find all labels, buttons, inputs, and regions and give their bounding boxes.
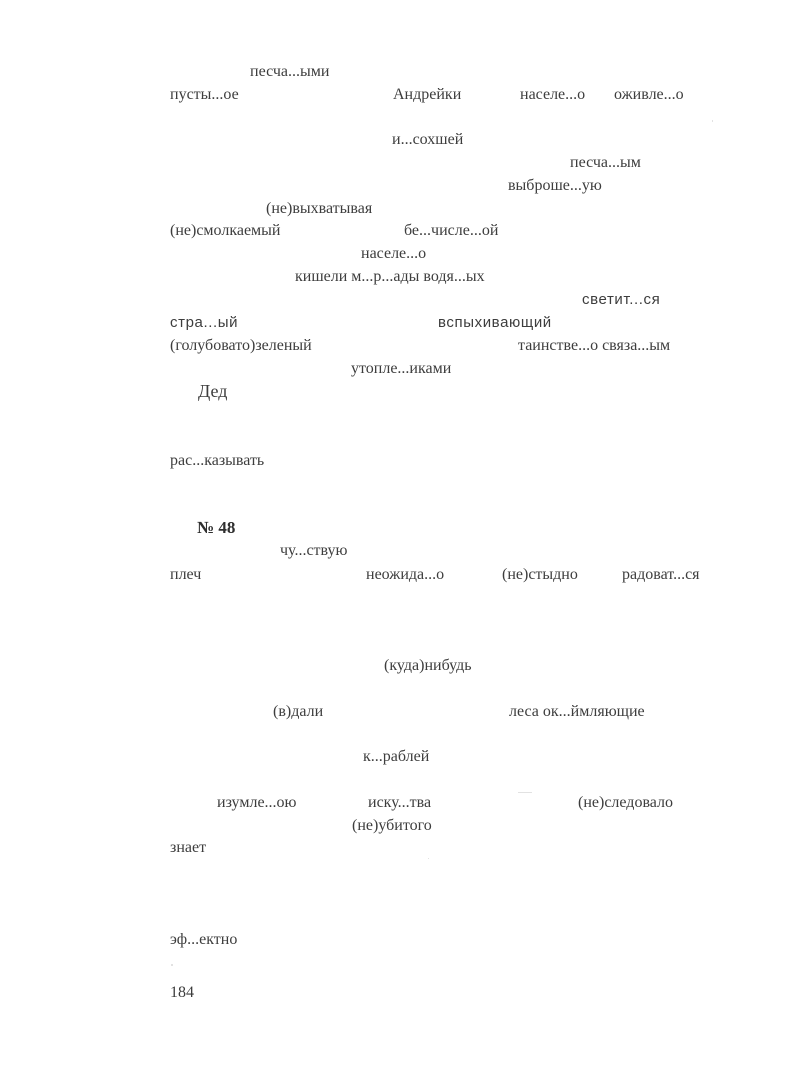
scan-speck <box>428 858 429 859</box>
word-svetitsya: светит...ся <box>582 291 661 308</box>
scan-speck <box>712 120 713 122</box>
word-kuda-nibud: (куда)нибудь <box>384 657 472 674</box>
word-nestydno: (не)стыдно <box>502 566 578 583</box>
word-ne-sledovalo: (не)следовало <box>578 794 674 811</box>
word-korabley: к...раблей <box>363 748 430 765</box>
scan-speck <box>171 964 173 966</box>
page-number: 184 <box>170 984 194 1001</box>
word-nevykhvatyvaya: (не)выхватывая <box>266 200 373 217</box>
word-peschanymi: песча...ыми <box>250 63 330 80</box>
word-beschislennoy: бе...числе...ой <box>404 222 499 239</box>
scan-speck <box>518 792 532 793</box>
word-effektno: эф...ектно <box>170 931 238 948</box>
word-vybroshennuyu: выброше...ую <box>508 177 602 194</box>
word-ozhivleno: оживле...о <box>614 86 684 103</box>
word-naseleno-1: населе...о <box>520 86 586 103</box>
word-andreyki: Андрейки <box>393 86 462 103</box>
word-ded: Дед <box>198 381 228 401</box>
exercise-number: № 48 <box>197 518 236 537</box>
word-neozhidanno: неожида...о <box>366 566 445 583</box>
word-vspykhivayushchiy: вспыхивающий <box>438 314 552 331</box>
word-rasskazyvat: рас...казывать <box>170 452 265 469</box>
word-znaet: знает <box>170 839 207 856</box>
word-iskusstva: иску...тва <box>368 794 432 811</box>
word-lesa-okaymlyayushchie: леса ок...ймляющие <box>509 703 645 720</box>
word-strannyy: стра...ый <box>170 314 239 331</box>
word-kisheli-miriady: кишели м...р...ады водя...ых <box>295 268 485 285</box>
word-izumleniyu: изумле...ою <box>217 794 297 811</box>
word-pustynnoe: пусты...ое <box>170 86 239 103</box>
word-radovatsya: радоват...ся <box>622 566 700 583</box>
word-peschanym: песча...ым <box>570 154 641 171</box>
word-utoplennikami: утопле...иками <box>351 360 452 377</box>
word-issokhshey: и...сохшей <box>392 131 464 148</box>
word-chuvstvuyu: чу...ствую <box>280 542 348 559</box>
word-nesmolkaemyy: (не)смолкаемый <box>170 222 281 239</box>
word-naseleno-2: населе...о <box>361 245 427 262</box>
word-vdali: (в)дали <box>273 703 324 720</box>
word-plech: плеч <box>170 566 202 583</box>
word-tainstvenno-svyazannym: таинстве...о связа...ым <box>518 337 671 354</box>
word-neubitogo: (не)убитого <box>352 817 432 834</box>
word-golubovato-zelenyy: (голубовато)зеленый <box>170 337 312 354</box>
